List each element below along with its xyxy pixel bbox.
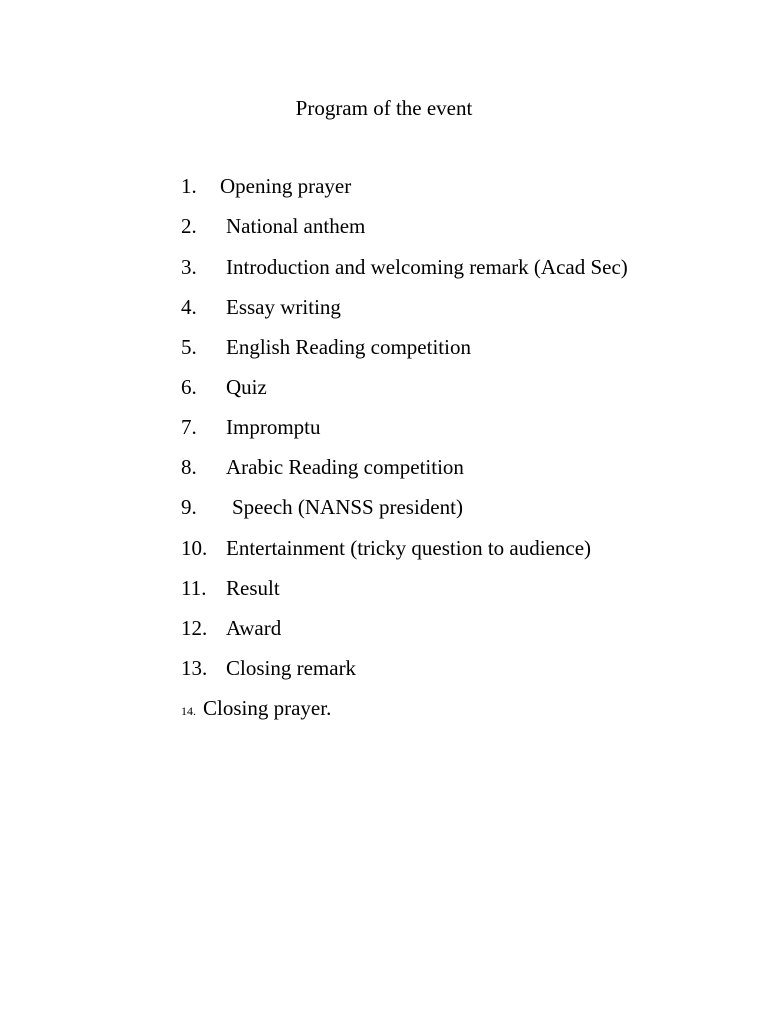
item-number: 13. (181, 656, 208, 680)
item-number: 7. (181, 415, 197, 439)
item-number: 6. (181, 375, 197, 399)
item-text: English Reading competition (226, 335, 471, 359)
item-text: Arabic Reading competition (226, 455, 464, 479)
item-text: Result (226, 576, 280, 600)
item-text: Entertainment (tricky question to audience) (226, 536, 592, 560)
page-title: Program of the event (295, 96, 473, 120)
item-number: 14. (181, 704, 196, 718)
item-number: 5. (181, 335, 197, 359)
item-number: 3. (181, 255, 197, 279)
item-text: Impromptu (226, 415, 321, 439)
item-text: Award (226, 616, 282, 640)
item-text: Opening prayer (220, 174, 352, 198)
item-text: Closing remark (226, 656, 357, 680)
item-text: National anthem (226, 214, 366, 238)
item-number: 2. (181, 214, 197, 238)
item-number: 4. (181, 295, 197, 319)
item-number: 11. (181, 576, 207, 600)
item-text: Essay writing (226, 295, 341, 319)
item-text: Introduction and welcoming remark (Acad Sec) (226, 255, 628, 279)
item-number: 12. (181, 616, 208, 640)
item-number: 8. (181, 455, 197, 479)
item-text: Closing prayer. (203, 696, 332, 720)
item-number: 9. (181, 495, 197, 519)
item-text: Speech (NANSS president) (232, 495, 463, 519)
item-text: Quiz (226, 375, 267, 399)
item-number: 10. (181, 536, 208, 560)
item-number: 1. (181, 174, 197, 198)
